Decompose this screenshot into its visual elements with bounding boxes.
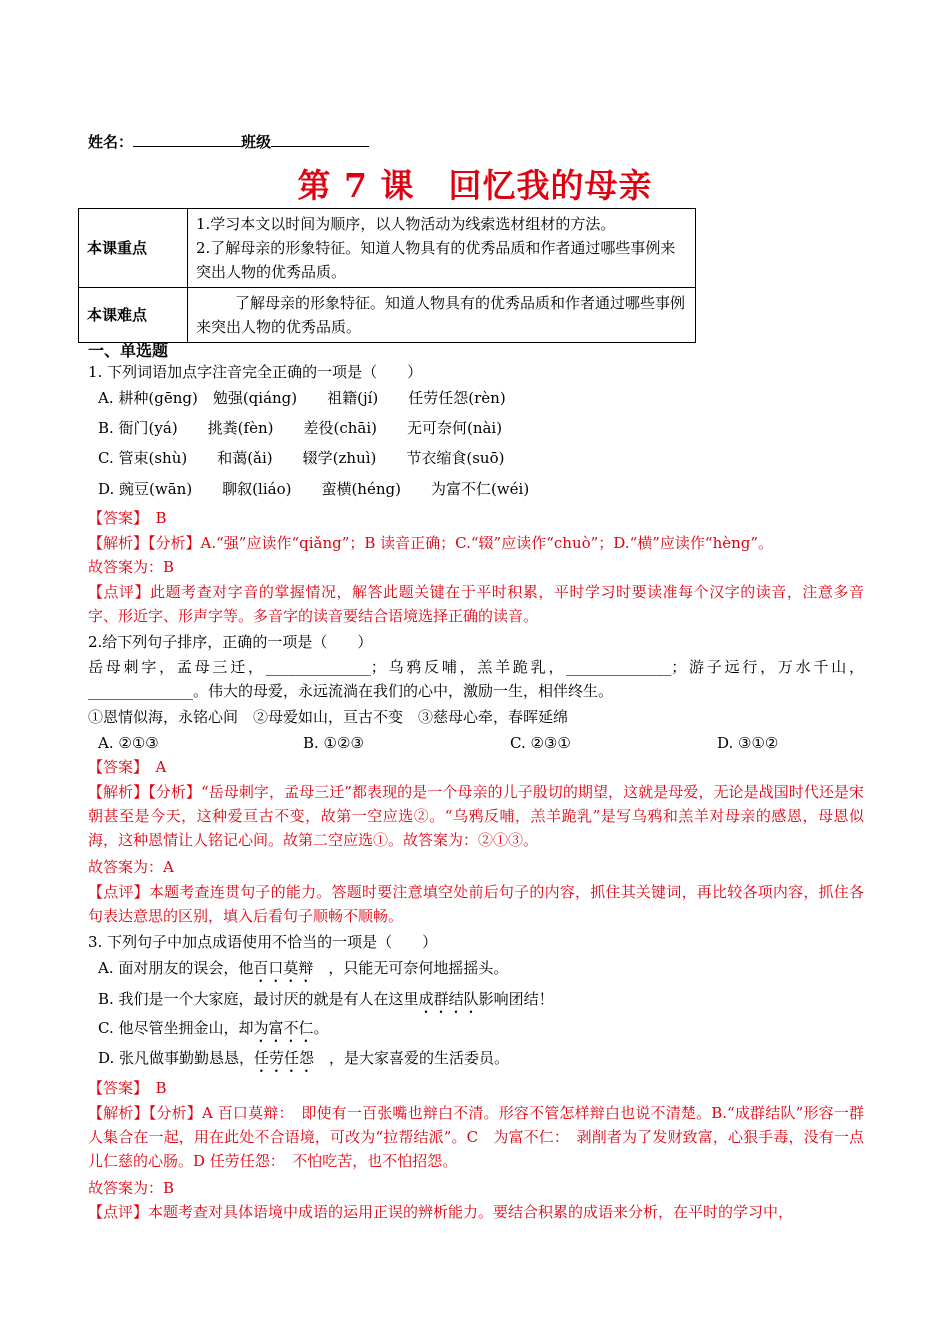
q1-option-a: A. 耕种(gēng) 勉强(qiáng) 祖籍(jí) 任劳任怨(rèn) (98, 389, 506, 407)
q2-items: ①恩情似海，永铭心间 ②母爱如山，亘古不变 ③慈母心牵，春晖延绵 (88, 708, 569, 726)
q3-analysis: 【解析】【分析】A 百口莫辩： 即使有一百张嘴也辩白不清。形容不管怎样辩白也说不清楚。B.“成群结队”形容一群人集合在一起，用在此处不合语境，可改为“拉帮结派”。C 为富不仁： 剥削者为了发财致富，心狠手毒，没有一点儿仁慈的心肠。D 任劳任怨： 不怕吃苦，也不怕招怨。 (88, 1104, 864, 1170)
q3-d-suffix: ，是大家喜爱的生活委员。 (314, 1049, 510, 1067)
name-blank[interactable] (133, 132, 241, 147)
q1-result: 故答案为：B (88, 558, 175, 576)
key-points-label: 本课重点 (79, 209, 188, 288)
q3-option-d (98, 1046, 509, 1076)
q3-a-idiom: 百口莫辩 (253, 959, 314, 977)
student-info-line (88, 131, 369, 152)
q3-c-suffix: 。 (313, 1019, 329, 1037)
q3-c-idiom: 为富不仁 (253, 1019, 314, 1037)
q3-option-c (98, 1016, 329, 1046)
q3-result: 故答案为：B (88, 1179, 175, 1197)
key-points-content (188, 209, 696, 288)
difficult-points-row (79, 288, 696, 343)
q3-d-prefix: D. 张凡做事勤勤恳恳， (98, 1049, 255, 1067)
name-label: 姓名： (88, 133, 134, 151)
q1-comment: 【点评】此题考查对字音的掌握情况，解答此题关键在于平时积累，平时学习时要读准每个汉字的读音，注意多音字、形近字、形声字等。多音字的读音要结合语境选择正确的读音。 (88, 583, 864, 625)
q1-answer: 【答案】 B (88, 509, 167, 527)
q1-option-d: D. 豌豆(wān) 聊叙(liáo) 蛮横(héng) 为富不仁(wéi) (98, 480, 530, 498)
q3-option-a (98, 956, 508, 986)
q3-b-prefix: B. 我们是一个大家庭，最讨厌的就是有人在这里 (98, 990, 419, 1008)
q3-option-b (98, 987, 554, 1017)
q3-a-suffix: ，只能无可奈何地摇摇头。 (313, 959, 509, 977)
q2-option-c: C. ②③① (510, 734, 571, 752)
section-title: 一、单选题 (88, 341, 169, 360)
q2-stem: 2.给下列句子排序，正确的一项是（ ） (88, 633, 373, 651)
q2-option-d: D. ③①② (717, 734, 779, 752)
q3-b-suffix: 影响团结！ (478, 990, 554, 1008)
difficult-points-label: 本课难点 (79, 288, 188, 343)
class-label: 班级 (241, 133, 272, 151)
q2-comment: 【点评】本题考查连贯句子的能力。答题时要注意填空处前后句子的内容，抓住其关键词，再比较各项内容，抓住各句表达意思的区别，填入后看句子顺畅不顺畅。 (88, 883, 864, 925)
key-points-row (79, 209, 696, 288)
key-point-1: 1.学习本文以时间为顺序，以人物活动为线索选材组材的方法。 (196, 215, 616, 233)
class-blank[interactable] (271, 132, 369, 147)
q3-comment: 【点评】本题考查对具体语境中成语的运用正误的辨析能力。要结合积累的成语来分析，在平时的学习中， (88, 1203, 794, 1221)
q2-analysis: 【解析】【分析】“岳母刺字，孟母三迁”都表现的是一个母亲的儿子殷切的期望，这就是母爱，无论是战国时代还是宋朝甚至是今天，这种爱亘古不变，故第一空应选②。“乌鸦反哺，羔羊跪乳”是写乌鸦和羔羊对母亲的感恩，母恩似海，这种恩情让人铭记心间。故第二空应选①。故答案为：②①③。 (88, 783, 864, 849)
q3-d-idiom: 任劳任怨 (254, 1049, 315, 1067)
q2-option-a: A. ②①③ (98, 734, 159, 752)
difficult-points-content: 了解母亲的形象特征。知道人物具有的优秀品质和作者通过哪些事例来突出人物的优秀品质。 (188, 288, 696, 343)
q2-option-b: B. ①②③ (303, 734, 364, 752)
q1-stem: 1. 下列词语加点字注音完全正确的一项是（ ） (88, 363, 423, 381)
lesson-focus-table (78, 208, 696, 343)
q2-result: 故答案为：A (88, 858, 174, 876)
q3-answer: 【答案】 B (88, 1079, 167, 1097)
q2-answer: 【答案】 A (88, 758, 167, 776)
q1-analysis: 【解析】【分析】A.“强”应读作“qiǎng”；B 读音正确；C.“辍”应读作“chuò”；D.“横”应读作“hèng”。 (88, 534, 774, 552)
lesson-title: 第 7 课 回忆我的母亲 (297, 166, 653, 205)
q1-option-b: B. 衙门(yá) 挑粪(fèn) 差役(chāi) 无可奈何(nài) (98, 419, 503, 437)
q1-option-c: C. 管束(shù) 和蔼(ǎi) 辍学(zhuì) 节衣缩食(suō) (98, 449, 505, 467)
q2-passage: 岳母刺字，孟母三迁，______________；乌鸦反哺，羔羊跪乳，______________；游子远行，万水千山，______________。伟大的母爱，永远流淌在我们的心中，激励一生，相伴终生。 (88, 658, 864, 700)
q3-b-idiom: 成群结队 (418, 990, 479, 1008)
key-point-2: 2.了解母亲的形象特征。知道人物具有的优秀品质和作者通过哪些事例来突出人物的优秀品质。 (196, 239, 676, 281)
q3-stem: 3. 下列句子中加点成语使用不恰当的一项是（ ） (88, 933, 438, 951)
q3-c-prefix: C. 他尽管坐拥金山，却 (98, 1019, 254, 1037)
q3-a-prefix: A. 面对朋友的误会，他 (98, 959, 254, 977)
